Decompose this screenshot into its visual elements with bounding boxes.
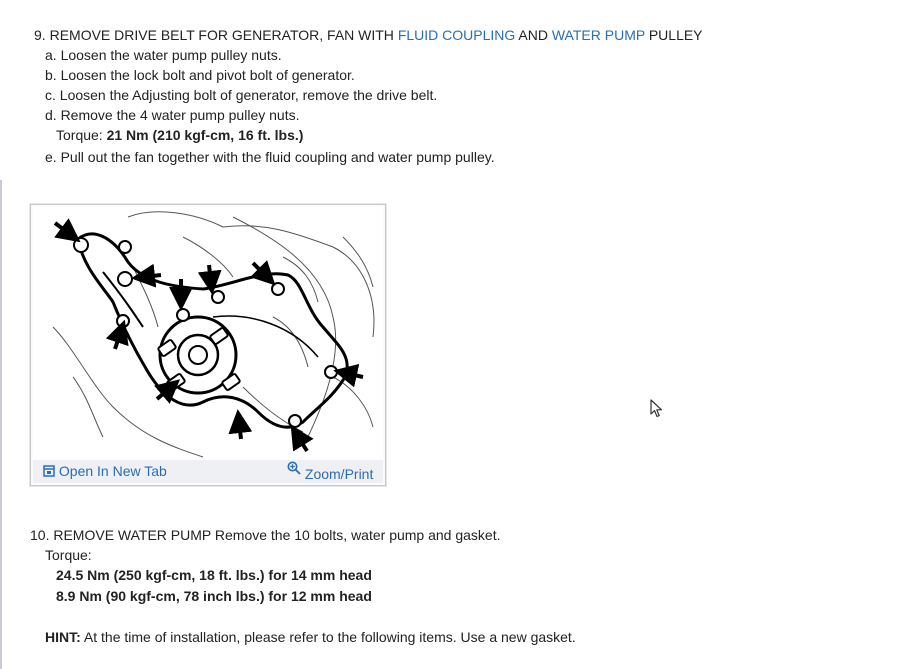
- torque-value: 21 Nm (210 kgf-cm, 16 ft. lbs.): [106, 127, 304, 143]
- step9-heading: [34, 26, 703, 44]
- step9-item-d: d. Remove the 4 water pump pulley nuts.: [45, 107, 300, 123]
- hint-label: HINT:: [45, 629, 81, 645]
- step10-torque-12mm: [56, 587, 372, 605]
- step10-heading: 10. REMOVE WATER PUMP Remove the 10 bolts, water pump and gasket.: [30, 527, 501, 543]
- zoom-print-label: Zoom/Print: [304, 466, 374, 482]
- step9-torque: [56, 126, 303, 144]
- torque-12mm-value: 8.9 Nm (90 kgf-cm, 78 inch lbs.) for 12 mm head: [56, 588, 372, 604]
- step9-item-b: b. Loosen the lock bolt and pivot bolt of generator.: [45, 67, 355, 83]
- torque-label: Torque:: [56, 127, 103, 143]
- step9-item-c: c. Loosen the Adjusting bolt of generator, remove the drive belt.: [45, 87, 438, 103]
- step9-item-a: a. Loosen the water pump pulley nuts.: [45, 47, 282, 63]
- step10-hint: [45, 628, 576, 646]
- mouse-cursor-icon: [650, 399, 664, 422]
- step9-heading-and: AND: [518, 27, 548, 43]
- water-pump-drawing: [33, 207, 383, 460]
- open-in-new-tab-button[interactable]: [43, 463, 167, 479]
- illustration-frame: [30, 204, 386, 486]
- torque-14mm-value: 24.5 Nm (250 kgf-cm, 18 ft. lbs.) for 14 mm head: [56, 567, 372, 583]
- step10-torque-14mm: [56, 566, 372, 584]
- water-pump-link[interactable]: WATER PUMP: [551, 27, 645, 43]
- step10-torque-label: Torque:: [45, 547, 92, 563]
- fluid-coupling-link[interactable]: FLUID COUPLING: [397, 27, 516, 43]
- left-border-strip: [0, 180, 2, 669]
- step9-heading-end: PULLEY: [648, 27, 703, 43]
- step9-number: 9.: [34, 27, 46, 43]
- step9-heading-text: REMOVE DRIVE BELT FOR GENERATOR, FAN WITH: [49, 27, 394, 43]
- hint-text: At the time of installation, please refer to the following items. Use a new gasket.: [83, 629, 576, 645]
- water-pump-illustration[interactable]: [33, 207, 383, 460]
- step9-item-e: e. Pull out the fan together with the fluid coupling and water pump pulley.: [45, 149, 495, 165]
- illustration-toolbar: [33, 460, 383, 483]
- zoom-print-button[interactable]: [287, 461, 374, 482]
- new-tab-icon: [43, 463, 59, 479]
- magnifier-plus-icon: [287, 463, 305, 479]
- open-in-new-tab-label: Open In New Tab: [58, 463, 167, 479]
